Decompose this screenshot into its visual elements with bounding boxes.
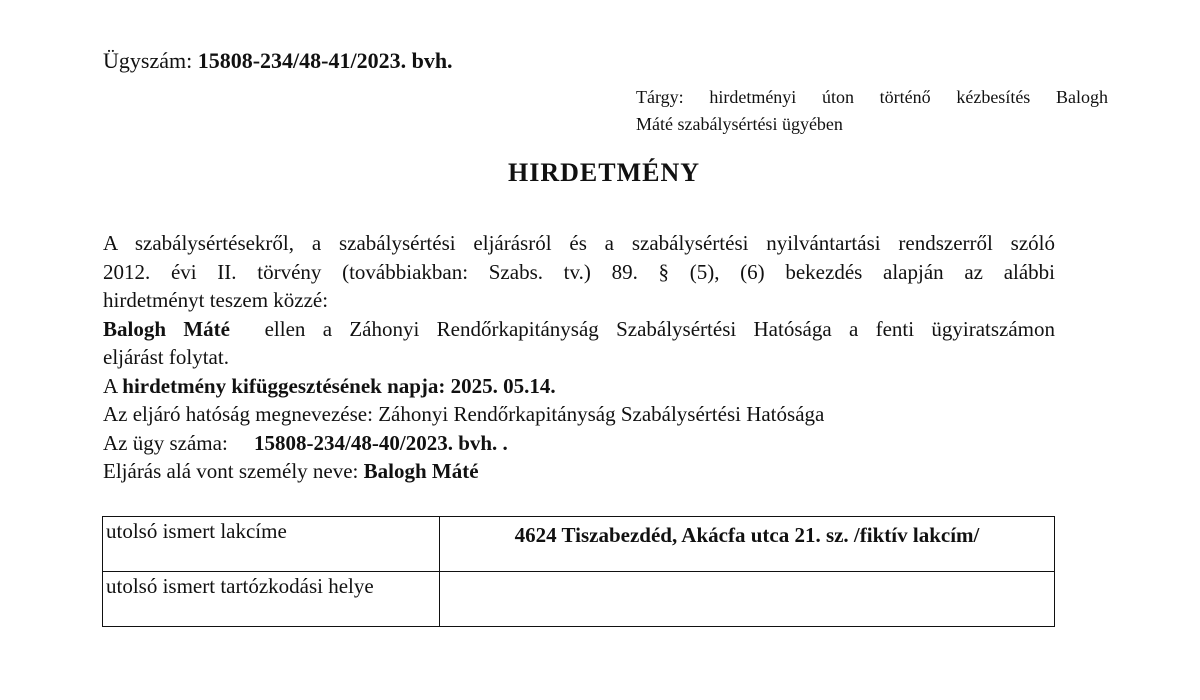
posting-prefix: A xyxy=(103,373,118,398)
case-number-header xyxy=(103,48,453,74)
intro-line-1: A szabálysértésekről, a szabálysértési eljárásról és a szabálysértési nyilvántartási rendszerről szóló xyxy=(103,231,1055,255)
residence-label: utolsó ismert tartózkodási helye xyxy=(103,572,440,627)
case-number-label: Ügyszám: xyxy=(103,48,193,73)
address-label: utolsó ismert lakcíme xyxy=(103,517,440,572)
notice-body xyxy=(103,229,1055,486)
document-title: HIRDETMÉNY xyxy=(507,158,700,187)
posting-label: hirdetmény kifüggesztésének napja: xyxy=(122,373,446,398)
address-value: 4624 Tiszabezdéd, Akácfa utca 21. sz. /fiktív lakcím/ xyxy=(440,517,1055,572)
subject-line-2: Máté szabálysértési ügyében xyxy=(636,114,843,134)
table-row xyxy=(103,572,1055,627)
subject-line-1: Tárgy: hirdetményi úton történő kézbesítés Balogh xyxy=(636,87,1108,107)
proceeding-line-2: eljárást folytat. xyxy=(103,345,229,369)
subject-block xyxy=(636,84,1108,138)
intro-line-2: 2012. évi II. törvény (továbbiakban: Szabs. tv.) 89. § (5), (6) bekezdés alapján az alábbi xyxy=(103,259,1055,284)
posting-date: 2025. 05.14. xyxy=(450,373,556,398)
authority-line xyxy=(103,400,1055,429)
intro-line-3: hirdetményt teszem közzé: xyxy=(103,288,329,312)
table-row xyxy=(103,517,1055,572)
subject-person-line xyxy=(103,457,1055,486)
case-no-label: Az ügy száma: xyxy=(103,430,228,455)
case-number-value: 15808-234/48-41/2023. bvh. xyxy=(197,48,453,73)
proceeding-line-1 xyxy=(103,315,1055,344)
posting-line xyxy=(103,372,1055,401)
authority-label: Az eljáró hatóság megnevezése: xyxy=(103,402,373,426)
case-no-line xyxy=(103,429,1055,458)
proceeding-text: ellen a Záhonyi Rendőrkapitányság Szabálysértési Hatósága a fenti ügyiratszámon xyxy=(264,316,1056,341)
subject-person-label: Eljárás alá vont személy neve: xyxy=(103,459,359,483)
person-name: Balogh Máté xyxy=(103,316,230,341)
address-table xyxy=(102,516,1055,627)
residence-value xyxy=(440,572,1055,627)
subject-person-value: Balogh Máté xyxy=(363,459,479,483)
authority-value: Záhonyi Rendőrkapitányság Szabálysértési Hatósága xyxy=(378,402,825,426)
case-no-value: 15808-234/48-40/2023. bvh. . xyxy=(254,430,508,455)
